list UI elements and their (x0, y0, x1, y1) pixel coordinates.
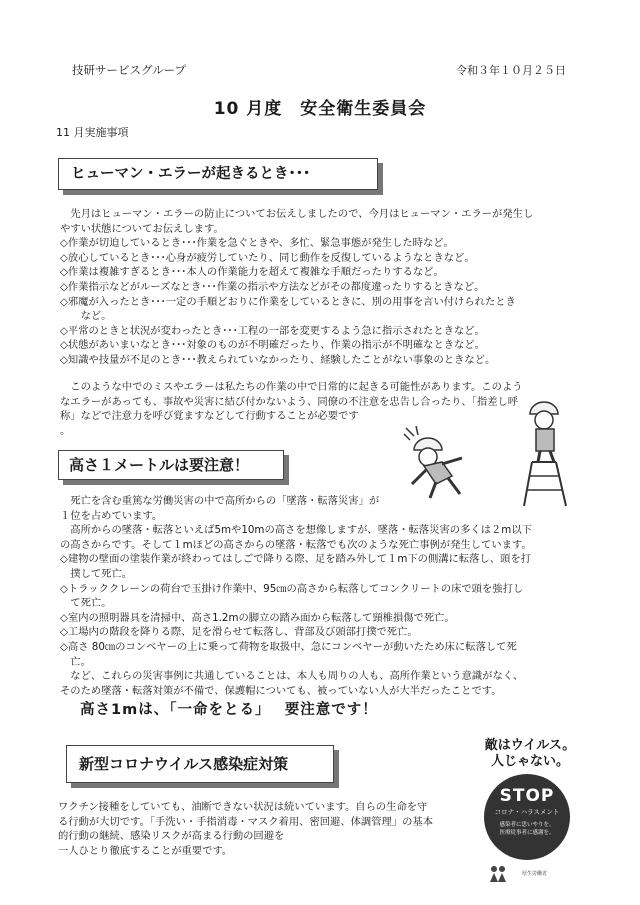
section-heading-human-error: ヒューマン・エラーが起きるとき･･･ (58, 158, 378, 190)
stop-circle (484, 774, 570, 860)
section-body-height-warning: 死亡を含む重篤な労働災害の中で高所からの「墜落・転落災害」が １位を占めています。 高所からの墜落・転落といえば5mや10mの高さを想像しますが、墜落・転落災害の多くは２m以下 の高さからです。そして１mほどの高さからの墜落・転落でも次のような死亡事例が発生しています。 ◇建物の壁面の塗装作業が終わってはしごで降りる際、足を踏み外して１m下の側溝に転落し、頭を打 撲して死亡。 ◇トラッククレーンの荷台で玉掛け作業中、95㎝の高さから転落してコンクリートの床で頭を強打し て死亡。 ◇室内の照明器具を清掃中、高さ1.2mの脚立の踏み面から転落して頸椎損傷で死亡。 ◇工場内の階段を降りる際、足を滑らせて転落し、背部及び頭部打撲で死亡。 ◇高さ 80㎝のコンベヤーの上に乗って荷物を取扱中、急にコンベヤーが動いたため床に転落して死 亡。 など、これらの災害事例に共通していることは、本人も周りの人も、高所作業という意識がなく、 そのため墜落・転落対策が不備で、保護帽についても、被っていない人が大半だったことです。 (60, 495, 532, 697)
organization-name: 技研サービスグループ (72, 63, 187, 77)
section-closing-human-error: このような中でのミスやエラーは私たちの作業の中で日常的に起きる可能性があります。このよう なエラーがあっても、事故や災害に結び付かないよう、同僚の不注意を忠告し合ったり、「指差し呼 称」などで注意力を呼び覚ますなどして行動することが必要です 。 (60, 381, 523, 437)
badge-slogan-line1: 敵はウイルス。 (484, 738, 576, 753)
badge-footer: 厚生労働省 (522, 871, 548, 877)
section-heading-covid: 新型コロナウイルス感染症対策 (66, 745, 334, 783)
stop-message-line2: 医療従事者に感謝を。 (499, 830, 555, 836)
falling-worker-illustration (396, 424, 486, 504)
people-icon (488, 864, 508, 884)
document-date: 令和３年１０月２５日 (456, 64, 566, 77)
stop-message (484, 821, 570, 837)
page-title: 10 月度 安全衛生委員会 (213, 99, 427, 119)
section-body-covid: ワクチン接種をしていても、油断できない状況は続いています。自らの生命を守 る行動が大切です。「手洗い・手指消毒・マスク着用、密回避、体調管理」の基本 的行動の継続、感染リスクが高まる行動の回避を 一人ひとり徹底することが重要です。 (58, 801, 434, 857)
stop-word: STOP (499, 786, 555, 806)
section-body-human-error: 先月はヒューマン・エラーの防止についてお伝えしましたので、今月はヒューマン・エラーが発生し やすい状態についてお伝えします。 ◇作業が切迫しているとき･･･作業を急ぐときや、多忙、緊急事態が発生した時など。 ◇放心しているとき･･･心身が疲労していたり、同じ動作を反復しているようなときなど。 ◇作業は複雑すぎるとき･･･本人の作業能力を超えて複雑な手順だったりするなど。 ◇作業指示などがルーズなとき･･･作業の指示や方法などがその都度違ったりするときなど。 ◇邪魔が入ったとき･･･一定の手順どおりに作業をしているときに、別の用事を言い付けられたとき など。 ◇平常のときと状況が変わったとき･･･工程の一部を変更するよう急に指示されたときなど。 ◇状態があいまいなとき･･･対象のものが不明確だったり、作業の指示が不明確なときなど。 ◇知識や技量が不足のとき･･･教えられていなかったり、経験したことがない事象のときなど。 (60, 208, 534, 366)
section-heading-height-warning: 高さ１メートルは要注意！ (58, 450, 284, 480)
badge-slogan-line2: 人じゃない。 (490, 754, 569, 769)
height-warning-emphasis: 高さ1mは、「一命をとる」 要注意です！ (80, 702, 378, 718)
page-subtitle: 11 月実施事項 (56, 126, 129, 139)
stop-message-line1: 感染者に思いやりを。 (499, 822, 555, 828)
stop-subtitle: コロナ・ハラスメント (494, 808, 560, 816)
ladder-worker-illustration (510, 398, 590, 508)
stop-harassment-badge (478, 738, 582, 888)
